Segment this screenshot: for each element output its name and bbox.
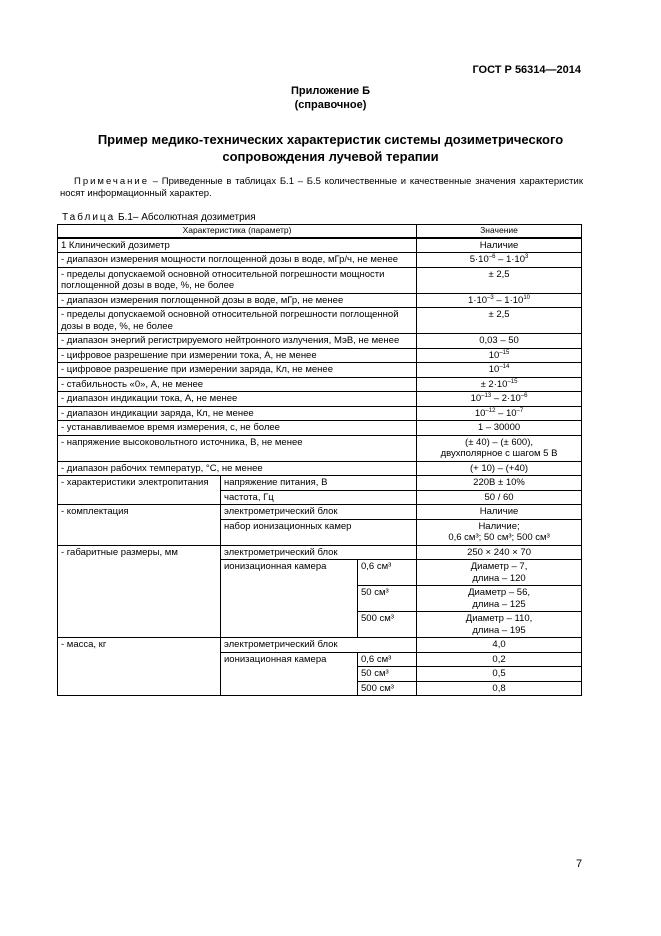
value-exponent: –3 xyxy=(487,294,494,301)
value-base: – 1·10 xyxy=(493,294,524,306)
volume-cell: 0,6 см³ xyxy=(358,560,417,586)
volume-cell: 500 см³ xyxy=(358,681,417,696)
value-cell: ± 2,5 xyxy=(417,267,582,293)
param-cell: - пределы допускаемой основной относительной погрешности мощности поглощенной дозы в воде, %, не более xyxy=(58,267,417,293)
subparam-cell: частота, Гц xyxy=(221,490,417,505)
param-cell: - цифровое разрешение при измерении заряда, Кл, не менее xyxy=(58,363,417,378)
value-line: (± 40) – (± 600), xyxy=(465,436,534,448)
value-exponent: –6 xyxy=(520,392,528,399)
table-row xyxy=(58,435,582,461)
note-paragraph xyxy=(60,176,583,200)
value-exponent: –7 xyxy=(516,407,524,414)
table-row xyxy=(58,308,582,334)
document-code: ГОСТ Р 56314—2014 xyxy=(472,64,581,76)
param-cell: - диапазон индикации тока, А, не менее xyxy=(58,392,417,407)
value-cell xyxy=(417,392,582,407)
value-base: 10 xyxy=(474,407,486,419)
table-caption xyxy=(62,212,256,223)
value-exponent: –14 xyxy=(499,363,510,370)
value-cell: 250 × 240 × 70 xyxy=(417,545,582,560)
table-row xyxy=(58,293,582,308)
value-cell: 4,0 xyxy=(417,638,582,653)
param-cell: - характеристики электропитания xyxy=(58,476,221,505)
value-line: 0,6 см³; 50 см³; 500 см³ xyxy=(448,532,550,543)
table-header-row xyxy=(58,225,582,238)
table-row xyxy=(58,476,582,491)
table-row xyxy=(58,392,582,407)
value-exponent: –13 xyxy=(481,392,492,399)
value-cell: (+ 10) – (+40) xyxy=(417,461,582,476)
volume-cell: 50 см³ xyxy=(358,667,417,682)
param-cell: - габаритные размеры, мм xyxy=(58,545,221,638)
table-row xyxy=(58,505,582,520)
value-cell xyxy=(417,435,582,461)
value-cell: ± 2,5 xyxy=(417,308,582,334)
header-value: Значение xyxy=(417,225,582,238)
subparam-cell: напряжение питания, В xyxy=(221,476,417,491)
param-cell: - напряжение высоковольтного источника, В, не менее xyxy=(58,435,417,461)
param-cell: - комплектация xyxy=(58,505,221,546)
volume-cell: 50 см³ xyxy=(358,586,417,612)
value-cell xyxy=(417,406,582,421)
param-cell: - цифровое разрешение при измерении тока, А, не менее xyxy=(58,348,417,363)
param-cell: 1 Клинический дозиметр xyxy=(58,238,417,253)
param-cell: - масса, кг xyxy=(58,638,221,696)
value-cell xyxy=(417,612,582,638)
value-line: двухполярное с шагом 5 В xyxy=(440,448,558,459)
value-cell: 0,8 xyxy=(417,681,582,696)
volume-cell: 0,6 см³ xyxy=(358,652,417,667)
value-exponent: 3 xyxy=(525,253,529,260)
subparam-cell: ионизационная камера xyxy=(221,560,358,638)
value-line: длина – 120 xyxy=(472,572,526,584)
value-cell: 1 – 30000 xyxy=(417,421,582,436)
value-line: Диаметр – 7, xyxy=(470,561,528,572)
value-base: – 10 xyxy=(495,407,517,419)
volume-cell: 500 см³ xyxy=(358,612,417,638)
value-line: Диаметр – 110, xyxy=(465,613,533,624)
subparam-cell: электрометрический блок xyxy=(221,638,417,653)
page-title-line-1: Пример медико-технических характеристик системы дозиметрического xyxy=(97,132,564,147)
param-cell: - диапазон измерения поглощенной дозы в воде, мГр, не менее xyxy=(58,293,417,308)
param-cell: - диапазон энергий регистрируемого нейтронного излучения, МэВ, не менее xyxy=(58,334,417,349)
table-row xyxy=(58,348,582,363)
value-line: Диаметр – 56, xyxy=(468,587,530,598)
annex-header xyxy=(0,84,661,112)
value-cell xyxy=(417,377,582,392)
value-exponent: –15 xyxy=(499,349,510,356)
value-cell xyxy=(417,363,582,378)
table-row xyxy=(58,253,582,268)
note-label: Примечание xyxy=(74,176,149,187)
value-cell: 220В ± 10% xyxy=(417,476,582,491)
table-row xyxy=(58,334,582,349)
subparam-cell: электрометрический блок xyxy=(221,505,417,520)
value-line: длина – 125 xyxy=(472,598,526,610)
value-exponent: –12 xyxy=(485,407,496,414)
value-exponent: –15 xyxy=(507,378,518,385)
table-row xyxy=(58,638,582,653)
value-cell: Наличие xyxy=(417,238,582,253)
header-param: Характеристика (параметр) xyxy=(58,225,417,238)
param-cell: - устанавливаемое время измерения, с, не более xyxy=(58,421,417,436)
value-cell xyxy=(417,560,582,586)
value-line: Наличие; xyxy=(478,520,520,532)
value-cell xyxy=(417,519,582,545)
note-text: – Приведенные в таблицах Б.1 – Б.5 количественные и качественные значения характеристик носят информационный характер. xyxy=(60,176,583,199)
subparam-cell: ионизационная камера xyxy=(221,652,358,696)
param-cell: - пределы допускаемой основной относительной погрешности поглощенной дозы в воде, %, не более xyxy=(58,308,417,334)
value-base: 10 xyxy=(488,364,500,375)
param-cell: - стабильность «0», А, не менее xyxy=(58,377,417,392)
annex-note: (справочное) xyxy=(294,99,367,111)
table-row xyxy=(58,421,582,436)
param-cell: - диапазон рабочих температур, °С, не менее xyxy=(58,461,417,476)
value-base: 10 xyxy=(488,349,500,361)
table-row xyxy=(58,238,582,253)
table-row xyxy=(58,545,582,560)
value-cell: 50 / 60 xyxy=(417,490,582,505)
value-cell xyxy=(417,253,582,268)
value-base: 10 xyxy=(470,393,482,404)
value-cell: 0,5 xyxy=(417,667,582,682)
characteristics-table xyxy=(57,224,582,696)
subparam-cell: набор ионизационных камер xyxy=(221,519,417,545)
value-cell: 0,2 xyxy=(417,652,582,667)
table-caption-text: Б.1– Абсолютная дозиметрия xyxy=(115,212,256,223)
value-cell: Наличие xyxy=(417,505,582,520)
param-cell: - диапазон измерения мощности поглощенной дозы в воде, мГр/ч, не менее xyxy=(58,253,417,268)
table-row xyxy=(58,377,582,392)
value-base: 5·10 xyxy=(469,254,489,265)
value-exponent: –6 xyxy=(488,253,496,260)
value-cell: 0,03 – 50 xyxy=(417,334,582,349)
table-row xyxy=(58,461,582,476)
table-row xyxy=(58,406,582,421)
value-base: – 2·10 xyxy=(491,393,521,404)
value-base: 1·10 xyxy=(468,294,488,306)
value-base: ± 2·10 xyxy=(480,378,508,390)
page-number: 7 xyxy=(576,858,583,870)
value-cell xyxy=(417,293,582,308)
param-cell: - диапазон индикации заряда, Кл, не менее xyxy=(58,406,417,421)
table-row xyxy=(58,363,582,378)
annex-title: Приложение Б xyxy=(290,85,371,97)
subparam-cell: электрометрический блок xyxy=(221,545,417,560)
value-cell xyxy=(417,586,582,612)
page-title-line-2: сопровождения лучевой терапии xyxy=(222,149,439,164)
table-row xyxy=(58,267,582,293)
value-cell xyxy=(417,348,582,363)
value-base: – 1·10 xyxy=(495,254,525,265)
table-caption-label: Таблица xyxy=(62,212,116,223)
page-title xyxy=(60,131,601,165)
value-exponent: 10 xyxy=(523,294,531,301)
value-line: длина – 195 xyxy=(472,624,526,636)
